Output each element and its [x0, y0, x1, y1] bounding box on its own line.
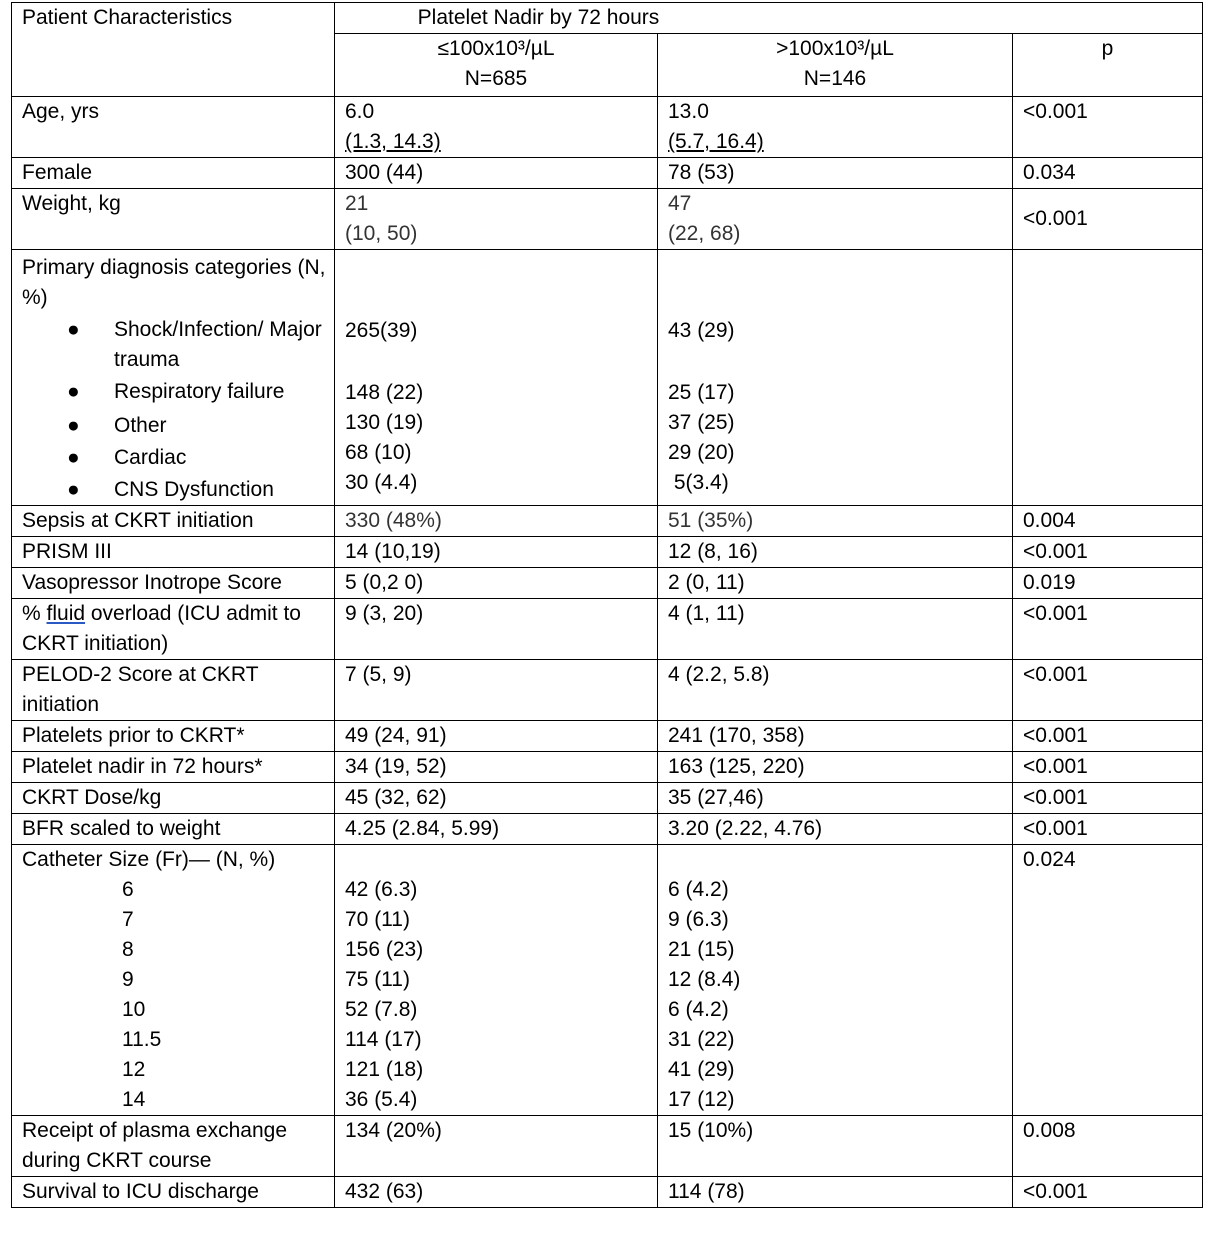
- cell-col2: 241 (170, 358): [658, 721, 1013, 752]
- cell-col2: 114 (78): [658, 1177, 1013, 1208]
- cell-col1: 134 (20%): [335, 1116, 658, 1177]
- cell-col1: 21 (10, 50): [335, 189, 658, 250]
- row-label: PELOD-2 Score at CKRT initiation: [12, 660, 335, 721]
- cell-col2: 6 (4.2) 9 (6.3) 21 (15) 12 (8.4) 6 (4.2) 31 (22) 41 (29) 17 (12): [658, 845, 1013, 1116]
- bullet-icon: ●: [67, 318, 80, 341]
- list-item: ● Shock/Infection/ Major trauma: [22, 315, 334, 375]
- list-item: 10: [122, 998, 146, 1021]
- list-item: 9: [122, 968, 134, 991]
- cell-col2: 4 (1, 11): [658, 599, 1013, 660]
- row-label: % fluid overload (ICU admit to CKRT initiation): [12, 599, 335, 660]
- table-row-catheter: [12, 845, 1203, 1116]
- cell-col1: 300 (44): [335, 158, 658, 189]
- table-row-platelet-nadir: [12, 752, 1203, 783]
- cell-col2: 12 (8, 16): [658, 537, 1013, 568]
- bullet-icon: ●: [67, 414, 80, 437]
- row-label: Weight, kg: [12, 189, 335, 250]
- cell-col1: 7 (5, 9): [335, 660, 658, 721]
- header-col2-n: N=146: [803, 67, 867, 90]
- table-row-sepsis: [12, 506, 1203, 537]
- list-item: ● Other: [22, 411, 334, 441]
- list-item: 6: [122, 878, 134, 901]
- cell-col1: 5 (0,2 0): [335, 568, 658, 599]
- cell-p: 0.008: [1013, 1116, 1203, 1177]
- cell-col2: 43 (29) 25 (17) 37 (25) 29 (20) 5(3.4): [658, 250, 1013, 506]
- row-label: Survival to ICU discharge: [12, 1177, 335, 1208]
- cell-p: <0.001: [1013, 1177, 1203, 1208]
- cell-col2: 15 (10%): [658, 1116, 1013, 1177]
- cell-p: <0.001: [1013, 660, 1203, 721]
- cell-col1: 4.25 (2.84, 5.99): [335, 814, 658, 845]
- header-col1-n: N=685: [464, 67, 528, 90]
- cell-col2: 4 (2.2, 5.8): [658, 660, 1013, 721]
- cell-p: <0.001: [1013, 814, 1203, 845]
- cell-p: 0.004: [1013, 506, 1203, 537]
- cell-p: <0.001: [1013, 537, 1203, 568]
- row-label: Female: [12, 158, 335, 189]
- cell-col2: 163 (125, 220): [658, 752, 1013, 783]
- list-item: ● CNS Dysfunction: [22, 475, 334, 505]
- cell-col2: 51 (35%): [658, 506, 1013, 537]
- header-row-label: Patient Characteristics: [12, 3, 335, 97]
- list-item: ● Cardiac: [22, 443, 334, 473]
- cell-col2: 47 (22, 68): [658, 189, 1013, 250]
- header-col2: [658, 34, 1013, 97]
- row-label: Sepsis at CKRT initiation: [12, 506, 335, 537]
- cell-p: <0.001: [1013, 189, 1203, 250]
- table-row-bfr: [12, 814, 1203, 845]
- cell-p: <0.001: [1013, 97, 1203, 158]
- table-row-diagnosis: [12, 250, 1203, 506]
- table-row-plasma-exchange: [12, 1116, 1203, 1177]
- cell-col1: 9 (3, 20): [335, 599, 658, 660]
- cell-p: 0.019: [1013, 568, 1203, 599]
- row-label: [12, 250, 335, 506]
- bullet-icon: ●: [67, 478, 80, 501]
- cell-col2: 2 (0, 11): [658, 568, 1013, 599]
- patient-characteristics-table: [11, 2, 1203, 1208]
- header-col1: [335, 34, 658, 97]
- row-label: PRISM III: [12, 537, 335, 568]
- header-row-1: [12, 3, 1203, 34]
- cell-col1: 45 (32, 62): [335, 783, 658, 814]
- row-label: Receipt of plasma exchange during CKRT course: [12, 1116, 335, 1177]
- table-row-ckrt-dose: [12, 783, 1203, 814]
- row-label: Platelet nadir in 72 hours*: [12, 752, 335, 783]
- table-row-female: [12, 158, 1203, 189]
- catheter-label: Catheter Size (Fr)— (N, %): [22, 848, 276, 871]
- table-row-pelod: [12, 660, 1203, 721]
- cell-col1: 265(39) 148 (22) 130 (19) 68 (10) 30 (4.4): [335, 250, 658, 506]
- row-label: Platelets prior to CKRT*: [12, 721, 335, 752]
- row-label: CKRT Dose/kg: [12, 783, 335, 814]
- table-row-prism: [12, 537, 1203, 568]
- cell-col1: 49 (24, 91): [335, 721, 658, 752]
- header-col2-title: >100x10³/µL: [776, 37, 894, 60]
- table-row-survival: [12, 1177, 1203, 1208]
- table-row-fluid-overload: [12, 599, 1203, 660]
- cell-col2: 35 (27,46): [658, 783, 1013, 814]
- cell-p: [1013, 250, 1203, 506]
- cell-p: <0.001: [1013, 752, 1203, 783]
- cell-p: <0.001: [1013, 783, 1203, 814]
- bullet-icon: ●: [67, 446, 80, 469]
- row-label: BFR scaled to weight: [12, 814, 335, 845]
- cell-col1: 34 (19, 52): [335, 752, 658, 783]
- row-label: Vasopressor Inotrope Score: [12, 568, 335, 599]
- table-row-platelets-prior: [12, 721, 1203, 752]
- table-row-age: [12, 97, 1203, 158]
- cell-p: <0.001: [1013, 599, 1203, 660]
- cell-col2: 3.20 (2.22, 4.76): [658, 814, 1013, 845]
- header-p: p: [1013, 34, 1203, 97]
- cell-col1: 6.0 (1.3, 14.3): [335, 97, 658, 158]
- list-item: 11.5: [122, 1028, 162, 1051]
- cell-p: <0.001: [1013, 721, 1203, 752]
- header-group-title: Platelet Nadir by 72 hours: [335, 3, 1203, 34]
- cell-col1: 14 (10,19): [335, 537, 658, 568]
- list-item: 8: [122, 938, 134, 961]
- bullet-icon: ●: [67, 380, 80, 403]
- cell-col1: 42 (6.3) 70 (11) 156 (23) 75 (11) 52 (7.8) 114 (17) 121 (18) 36 (5.4): [335, 845, 658, 1116]
- cell-col1: 432 (63): [335, 1177, 658, 1208]
- row-label: [12, 845, 335, 1116]
- diagnosis-label: Primary diagnosis categories (N, %): [22, 256, 326, 309]
- cell-p: 0.034: [1013, 158, 1203, 189]
- cell-col2: 78 (53): [658, 158, 1013, 189]
- cell-p: 0.024: [1013, 845, 1203, 1116]
- list-item: ● Respiratory failure: [22, 377, 334, 407]
- list-item: 7: [122, 908, 134, 931]
- list-item: 12: [122, 1058, 146, 1081]
- list-item: 14: [122, 1088, 146, 1111]
- spellcheck-underline: fluid: [46, 602, 86, 625]
- row-label: Age, yrs: [12, 97, 335, 158]
- cell-col1: 330 (48%): [335, 506, 658, 537]
- table-row-weight: [12, 189, 1203, 250]
- table-row-vis: [12, 568, 1203, 599]
- cell-col2: 13.0 (5.7, 16.4): [658, 97, 1013, 158]
- header-col1-title: ≤100x10³/µL: [437, 37, 555, 60]
